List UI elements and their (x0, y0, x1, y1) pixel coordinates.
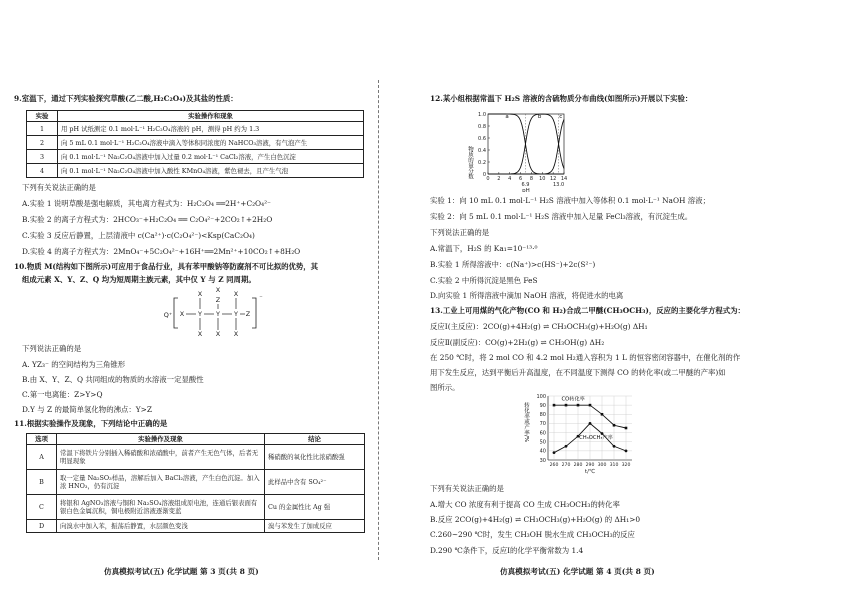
table-row (27, 164, 364, 178)
q12-option-b: B.实验 1 所得溶液中：c(Na⁺)>c(HS⁻)+2c(S²⁻) (430, 260, 596, 269)
q11-row-b-conclusion: 此样品中含有 SO₄²⁻ (265, 470, 365, 495)
q13-conversion-chart (522, 392, 642, 476)
x-tick-label: 320 (621, 463, 631, 468)
struct-charge: ⁻ (259, 294, 263, 302)
q11-row-b-label: B (27, 470, 57, 495)
x-tick-label: 310 (609, 463, 619, 468)
struct-x-bot-3: X (233, 330, 239, 338)
x-marker-label: 13.0 (553, 182, 565, 188)
q11-row-a-op: 常温下将铁片分别插入稀硝酸和浓硝酸中，前者产生无色气体，后者无明显现象 (57, 445, 265, 470)
data-point-co (625, 427, 628, 430)
q13-option-c: C.260~290 ℃时，发生 CH₃OH 脱水生成 CH₃OCH₃的反应 (430, 530, 635, 539)
table-row (27, 520, 365, 533)
x-tick-label: 12 (549, 176, 557, 182)
q10-option-a: A. YZ₃⁻ 的空间结构为三角锥形 (22, 360, 126, 369)
curve-label-c: c (559, 114, 563, 121)
q10-option-c: C.第一电离能：Z>Y>Q (22, 390, 103, 399)
q13-chart-ylabel: 转化率或产率/% (523, 402, 529, 443)
struct-x-top-1: X (197, 290, 203, 298)
q9-option-d: D.实验 4 的离子方程式为：2MnO₄⁻+5C₂O₄²⁻+16H⁺══2Mn²⁺+10CO₂↑+8H₂O (22, 247, 301, 256)
table-row (27, 122, 364, 136)
series-line-a (488, 114, 564, 174)
y-tick-label: 60 (539, 430, 546, 437)
q10-stem: 10.物质 M(结构如下图所示)可应用于食品行业，具有苯甲酸钠等防腐剂不可比拟的优势，其 (14, 262, 319, 271)
x-tick-label: 4 (508, 176, 512, 182)
table-row (27, 470, 365, 495)
x-tick-label: 10 (539, 176, 546, 182)
q9-row1-text: 用 pH 试纸测定 0.1 mol·L⁻¹ H₂C₂O₄溶液的 pH，测得 pH 约为 1.3 (58, 122, 364, 136)
x-tick-label: 280 (573, 463, 583, 468)
y-tick-label: 100 (536, 393, 546, 400)
y-tick-label: 70 (539, 421, 546, 428)
q13-option-a: A.增大 CO 浓度有利于提高 CO 生成 CH₃OCH₃的转化率 (430, 500, 620, 509)
struct-y-2: Y (216, 310, 220, 318)
table-header (27, 434, 365, 445)
data-point-co (613, 424, 616, 427)
x-tick-label: 14 (560, 176, 568, 182)
q9-option-b: B.实验 2 的离子方程式为：2HCO₃⁻+H₂C₂O₄ ══ C₂O₄²⁻+2CO₂↑+2H₂O (22, 215, 273, 224)
table-row (27, 445, 365, 470)
data-point-co (601, 413, 604, 416)
q13-body-1: 在 250 ℃时，将 2 mol CO 和 4.2 mol H₂通入容积为 1 L 的恒容密闭容器中，在催化剂的作 (430, 353, 741, 362)
x-axis-label: pH (522, 188, 530, 192)
data-point-co (553, 404, 556, 407)
y-tick-label: 0.8 (478, 123, 486, 130)
struct-z-top: Z (215, 296, 221, 304)
q11-table (26, 433, 365, 533)
data-point-dme (625, 449, 628, 452)
x-marker-label: 6.9 (521, 182, 530, 188)
y-tick-label: 50 (539, 439, 546, 446)
q9-table (26, 110, 364, 178)
q12-exp1: 实验 1：向 10 mL 0.1 mol·L⁻¹ H₂S 溶液中加入等体积 0.1 mol·L⁻¹ NaOH 溶液； (430, 196, 710, 205)
q9-row3-text: 向 0.1 mol·L⁻¹ Na₂C₂O₄溶液中加入过量 0.2 mol·L⁻¹ CaCl₂溶液，产生白色沉淀 (58, 150, 364, 164)
q12-prompt: 下列说法正确的是 (430, 228, 490, 237)
curve-label-a: a (505, 114, 509, 121)
q11-head-op: 实验操作及现象 (57, 434, 265, 445)
q11-row-d-conclusion: 溴与苯发生了加成反应 (265, 520, 365, 533)
table-row (27, 150, 364, 164)
q11-head-conclusion: 结论 (265, 434, 365, 445)
data-point-co (577, 404, 580, 407)
table-header (27, 111, 364, 122)
series-label-dme: CH₃OCH₃产率 (579, 434, 613, 441)
y-tick-label: 0.6 (478, 135, 486, 142)
q9-head-exp: 实验 (27, 111, 58, 122)
struct-x-top-2: X (215, 286, 221, 294)
table-row (27, 495, 365, 520)
q12-chart-ylabel: 物质的量分数 (467, 146, 473, 179)
q10-structure-diagram (160, 286, 270, 340)
x-tick-label: 6 (518, 176, 523, 182)
y-tick-label: 0.4 (478, 147, 486, 154)
q11-row-c-op: 将银和 AgNO₃溶液与铜和 Na₂SO₄溶液组成原电池，连通后银表面有银白色金属沉积，铜电极附近溶液逐渐变蓝 (57, 495, 265, 520)
y-tick-label: 90 (539, 402, 546, 409)
left-page-footer: 仿真模拟考试(五) 化学试题 第 3 页(共 8 页) (104, 567, 259, 576)
y-tick-label: 1.0 (478, 111, 486, 118)
data-point-dme (613, 445, 616, 448)
table-row (27, 136, 364, 150)
struct-y-3: Y (234, 310, 238, 318)
struct-q: Q⁺ (163, 311, 173, 319)
data-point-dme (589, 422, 592, 425)
q9-row4-num: 4 (27, 164, 58, 178)
data-point-dme (553, 451, 556, 454)
x-tick-label: 0 (486, 176, 490, 182)
y-tick-label: 30 (539, 457, 546, 464)
q13-stem: 13.工业上可用煤的气化产物(CO 和 H₂)合成二甲醚(CH₃OCH₃)，反应的主要化学方程式为： (430, 306, 745, 315)
q13-option-b: B.反应 2CO(g)+4H₂(g) ⇌ CH₃OCH₃(g)+H₂O(g) 的 ΔH₁>0 (430, 515, 641, 524)
q12-option-d: D.向实验 1 所得溶液中滴加 NaOH 溶液，将促进水的电离 (430, 291, 624, 300)
q9-row3-num: 3 (27, 150, 58, 164)
data-point-co (589, 404, 592, 407)
q13-body-2: 用下发生反应，达到平衡后升高温度，在不同温度下测得 CO 的转化率(或二甲醚的产率)如 (430, 368, 726, 377)
x-tick-label: 270 (561, 463, 571, 468)
q10-prompt: 下列说法正确的是 (22, 344, 82, 353)
struct-x-bot-2: X (215, 330, 221, 338)
page-divider (378, 80, 379, 560)
x-tick-label: 300 (597, 463, 607, 468)
y-tick-label: 0 (482, 171, 486, 178)
x-axis-label: t/℃ (584, 469, 596, 475)
q11-row-a-conclusion: 稀硝酸的氧化性比浓硝酸强 (265, 445, 365, 470)
series-line-b (488, 114, 564, 174)
x-tick-label: 290 (585, 463, 595, 468)
q13-body-3: 图所示。 (430, 383, 460, 392)
right-page (430, 0, 860, 608)
data-point-co (565, 404, 568, 407)
series-label-co: CO转化率 (561, 396, 585, 403)
struct-y-1: Y (198, 310, 202, 318)
q11-row-c-label: C (27, 495, 57, 520)
q11-row-a-label: A (27, 445, 57, 470)
q11-row-b-op: 取一定量 Na₂SO₃样品，溶解后加入 BaCl₂溶液，产生白色沉淀。加入浓 HNO₃，仍有沉淀 (57, 470, 265, 495)
q12-distribution-chart (466, 108, 576, 192)
q9-head-op: 实验操作和现象 (58, 111, 364, 122)
q11-row-d-op: 向溴水中加入苯，振荡后静置，水层颜色变浅 (57, 520, 265, 533)
q12-exp2: 实验 2：向 5 mL 0.1 mol·L⁻¹ H₂S 溶液中加入足量 FeCl₃溶液，有沉淀生成。 (430, 212, 693, 221)
chart-frame (488, 114, 564, 174)
y-tick-label: 80 (539, 412, 546, 419)
q9-row4-text: 向 0.1 mol·L⁻¹ Na₂C₂O₄溶液中加入酸性 KMnO₄溶液，紫色褪去，且产生气泡 (58, 164, 364, 178)
q11-row-c-conclusion: Cu 的金属性比 Ag 强 (265, 495, 365, 520)
y-tick-label: 0.2 (478, 159, 486, 166)
data-point-dme (565, 445, 568, 448)
x-tick-label: 260 (549, 463, 559, 468)
q11-stem: 11.根据实验操作及现象，下列结论中正确的是 (14, 419, 168, 428)
q11-row-d-label: D (27, 520, 57, 533)
right-page-footer: 仿真模拟考试(五) 化学试题 第 4 页(共 8 页) (500, 567, 655, 576)
q12-option-a: A.常温下，H₂S 的 Ka₁=10⁻¹³·⁰ (430, 244, 538, 253)
q9-option-c: C.实验 3 反应后静置，上层清液中 c(Ca²⁺)·c(C₂O₄²⁻)<Ksp(CaC₂O₄) (22, 231, 255, 240)
q13-option-d: D.290 ℃条件下，反应Ⅰ的化学平衡常数为 1.4 (430, 546, 584, 555)
q9-row1-num: 1 (27, 122, 58, 136)
q9-prompt: 下列有关说法正确的是 (22, 183, 96, 192)
q9-option-a: A.实验 1 说明草酸是强电解质，其电离方程式为：H₂C₂O₄ ══2H⁺+C₂O₄²⁻ (22, 199, 271, 208)
struct-x-left: X (179, 310, 185, 318)
q11-head-option: 选项 (27, 434, 57, 445)
q9-row2-text: 向 5 mL 0.1 mol·L⁻¹ H₂C₂O₄溶液中滴入等体积同浓度的 NaHCO₃溶液，有气泡产生 (58, 136, 364, 150)
q10-option-d: D.Y 与 Z 的最简单氢化物的沸点：Y>Z (22, 405, 152, 414)
q10-option-b: B.由 X、Y、Z、Q 共同组成的物质的水溶液一定显酸性 (22, 375, 204, 384)
q12-option-c: C.实验 2 中所得沉淀是黑色 FeS (430, 276, 538, 285)
q13-reaction-2: 反应Ⅱ(副反应)：CO(g)+2H₂(g) ⇌ CH₃OH(g) ΔH₂ (430, 338, 605, 347)
struct-x-bot-1: X (197, 330, 203, 338)
q9-row2-num: 2 (27, 136, 58, 150)
q9-stem: 9.室温下，通过下列实验探究草酸(乙二酸,H₂C₂O₄)及其盐的性质： (14, 94, 238, 103)
q13-reaction-1: 反应Ⅰ(主反应)：2CO(g)+4H₂(g) ⇌ CH₃OCH₃(g)+H₂O(g) ΔH₁ (430, 322, 648, 331)
q12-stem: 12.某小组根据常温下 H₂S 溶液的含硫物质分布曲线(如图所示)开展以下实验： (430, 94, 693, 103)
x-tick-label: 2 (497, 176, 501, 182)
q10-stem-2: 组成元素 X、Y、Z、Q 均为短周期主族元素，其中仅 Y 与 Z 同周期。 (22, 275, 256, 284)
x-tick-label: 8 (529, 176, 534, 182)
curve-label-b: b (537, 114, 542, 121)
struct-x-top-3: X (233, 290, 239, 298)
y-tick-label: 40 (539, 448, 546, 455)
struct-z-right: Z (245, 310, 251, 318)
q13-prompt: 下列有关说法正确的是 (430, 484, 504, 493)
